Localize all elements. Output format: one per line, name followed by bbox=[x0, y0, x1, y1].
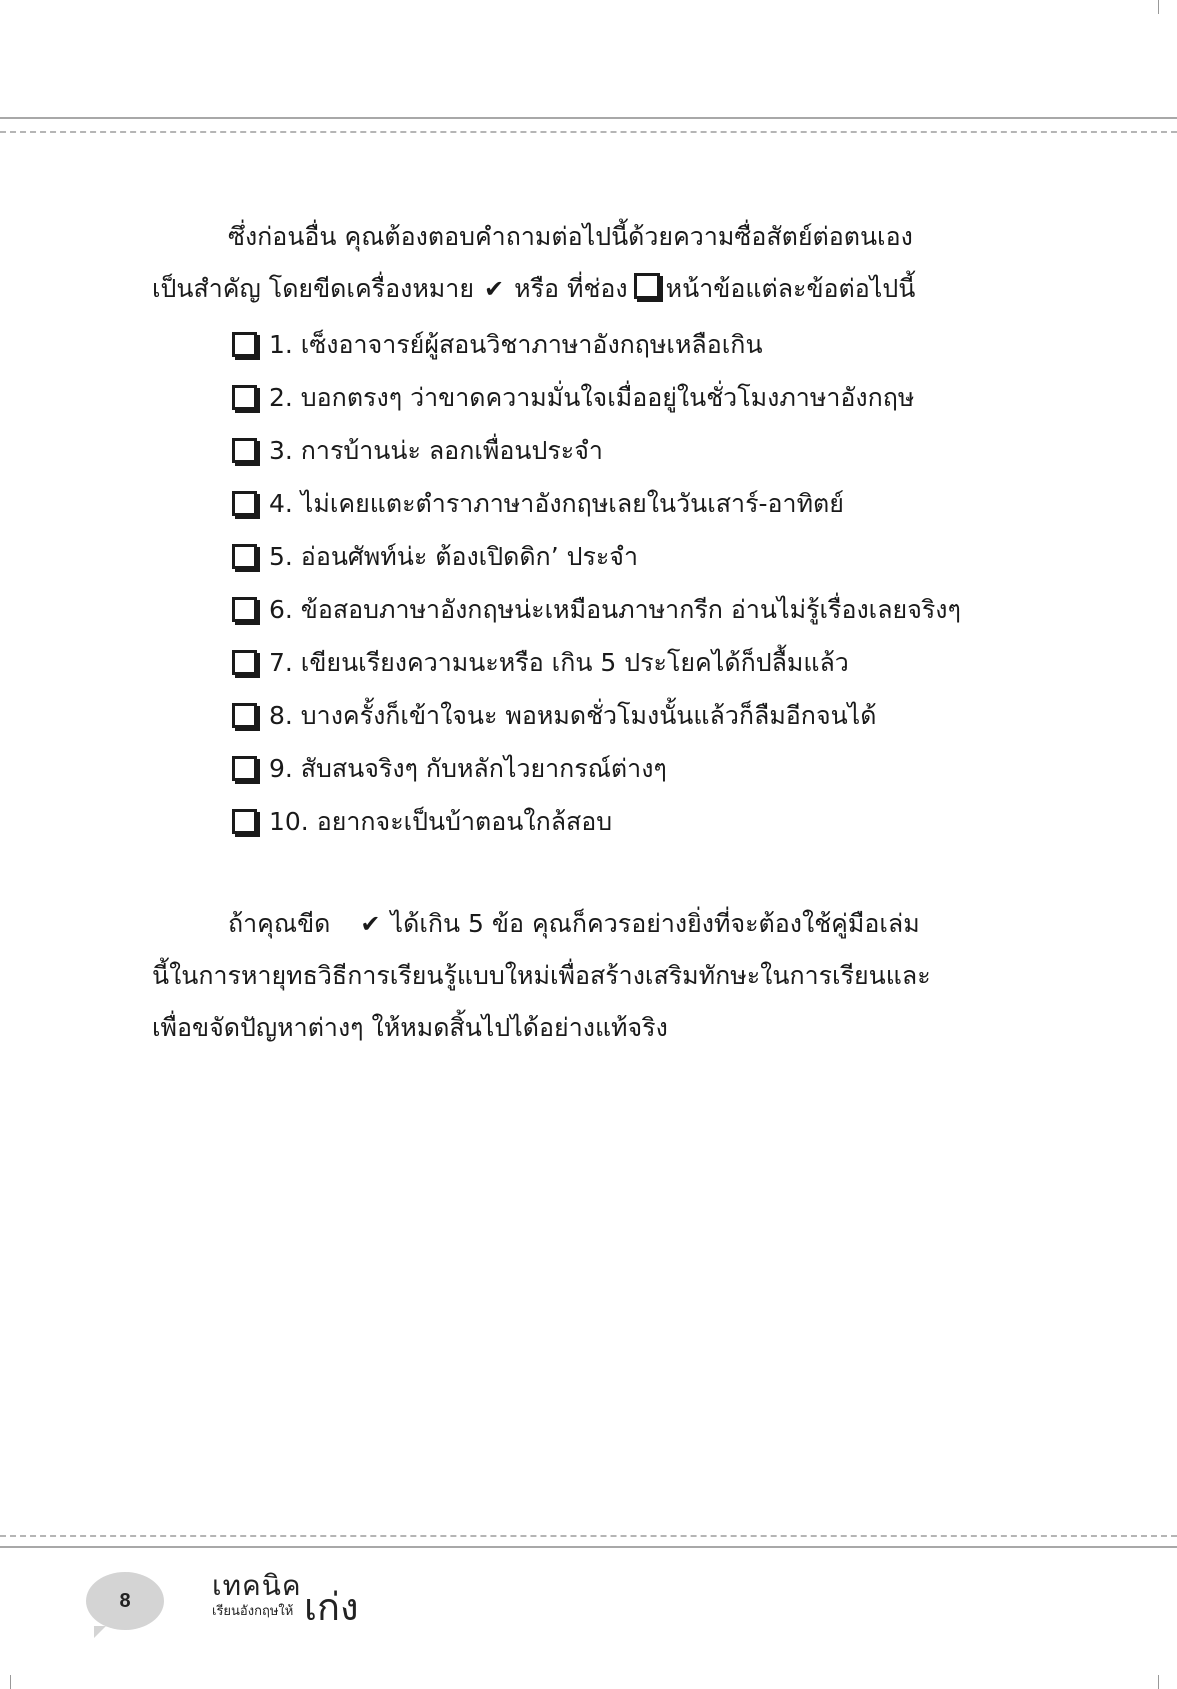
checkbox-icon[interactable] bbox=[232, 756, 257, 781]
checklist-item-label: 1. เซ็งอาจารย์ผู้สอนวิชาภาษาอังกฤษเหลือเกิน bbox=[269, 330, 763, 359]
checklist-item bbox=[232, 424, 961, 477]
footer-dashed-rule bbox=[0, 1535, 1177, 1537]
conclusion-line-1-start: ถ้าคุณขีด bbox=[228, 909, 331, 938]
checklist bbox=[232, 318, 961, 848]
conclusion-line-2: นี้ในการหายุทธวิธีการเรียนรู้แบบใหม่เพื่อสร้างเสริมทักษะในการเรียนและ bbox=[152, 961, 931, 990]
intro-line-1: ซึ่งก่อนอื่น คุณต้องตอบคำถามต่อไปนี้ด้วยความซื่อสัตย์ต่อตนเอง bbox=[228, 222, 913, 251]
intro-paragraph bbox=[152, 211, 980, 315]
conclusion-line-1 bbox=[152, 898, 980, 950]
checklist-item-label: 10. อยากจะเป็นบ้าตอนใกล้สอบ bbox=[269, 807, 613, 836]
page-number-badge bbox=[86, 1572, 164, 1630]
checklist-item bbox=[232, 742, 961, 795]
checklist-item bbox=[232, 318, 961, 371]
conclusion-line-1-end: ได้เกิน 5 ข้อ คุณก็ควรอย่างยิ่งที่จะต้องใช้คู่มือเล่ม bbox=[390, 909, 920, 938]
crop-mark-bottom-right bbox=[1158, 1675, 1159, 1689]
checkmark-icon: ✔ bbox=[360, 910, 381, 938]
checklist-item bbox=[232, 477, 961, 530]
crop-mark-top-right bbox=[1158, 0, 1159, 14]
checkmark-icon: ✔ bbox=[483, 275, 505, 303]
checkbox-icon[interactable] bbox=[232, 650, 257, 675]
book-logo bbox=[212, 1570, 392, 1640]
intro-line-2 bbox=[152, 263, 980, 315]
checklist-item-label: 6. ข้อสอบภาษาอังกฤษน่ะเหมือนภาษากรีก อ่านไม่รู้เรื่องเลยจริงๆ bbox=[269, 595, 961, 624]
checkbox-icon[interactable] bbox=[232, 544, 257, 569]
checklist-item-label: 4. ไม่เคยแตะตำราภาษาอังกฤษเลยในวันเสาร์-อาทิตย์ bbox=[269, 489, 844, 518]
checklist-item-label: 8. บางครั้งก็เข้าใจนะ พอหมดชั่วโมงนั้นแล้วก็ลืมอีกจนได้ bbox=[269, 701, 877, 730]
checklist-item bbox=[232, 583, 961, 636]
conclusion-paragraph bbox=[152, 898, 980, 1054]
checklist-item-label: 3. การบ้านน่ะ ลอกเพื่อนประจำ bbox=[269, 436, 603, 465]
logo-highlight: เก่ง bbox=[304, 1585, 359, 1629]
checklist-item-label: 9. สับสนจริงๆ กับหลักไวยากรณ์ต่างๆ bbox=[269, 754, 667, 783]
checkbox-icon[interactable] bbox=[232, 385, 257, 410]
checklist-item bbox=[232, 689, 961, 742]
checklist-item bbox=[232, 530, 961, 583]
intro-line-2-start: เป็นสำคัญ โดยขีดเครื่องหมาย bbox=[152, 274, 474, 303]
crop-mark-bottom-left bbox=[10, 1675, 11, 1689]
header-solid-rule bbox=[0, 117, 1177, 119]
intro-line-2-end: หน้าข้อแต่ละข้อต่อไปนี้ bbox=[665, 274, 916, 303]
checklist-item bbox=[232, 371, 961, 424]
conclusion-line-3: เพื่อขจัดปัญหาต่างๆ ให้หมดสิ้นไปได้อย่างแท้จริง bbox=[152, 1013, 668, 1042]
intro-line-2-middle: หรือ ที่ช่อง bbox=[514, 274, 628, 303]
header-dashed-rule bbox=[0, 131, 1177, 133]
checkbox-icon[interactable] bbox=[232, 597, 257, 622]
footer-solid-rule bbox=[0, 1546, 1177, 1548]
logo-subtitle: เรียนอังกฤษให้ bbox=[212, 1604, 294, 1619]
checkbox-icon[interactable] bbox=[232, 703, 257, 728]
checklist-item-label: 2. บอกตรงๆ ว่าขาดความมั่นใจเมื่ออยู่ในชั่วโมงภาษาอังกฤษ bbox=[269, 383, 915, 412]
checklist-item bbox=[232, 636, 961, 689]
checkbox-icon bbox=[634, 273, 660, 299]
checkbox-icon[interactable] bbox=[232, 438, 257, 463]
checklist-item-label: 5. อ่อนศัพท์น่ะ ต้องเปิดดิก’ ประจำ bbox=[269, 542, 638, 571]
checkbox-icon[interactable] bbox=[232, 809, 257, 834]
checklist-item-label: 7. เขียนเรียงความนะหรือ เกิน 5 ประโยคได้ก็ปลื้มแล้ว bbox=[269, 648, 849, 677]
checkbox-icon[interactable] bbox=[232, 332, 257, 357]
checkbox-icon[interactable] bbox=[232, 491, 257, 516]
logo-title: เทคนิค bbox=[212, 1569, 302, 1602]
page-number: 8 bbox=[119, 1589, 131, 1612]
checklist-item bbox=[232, 795, 961, 848]
